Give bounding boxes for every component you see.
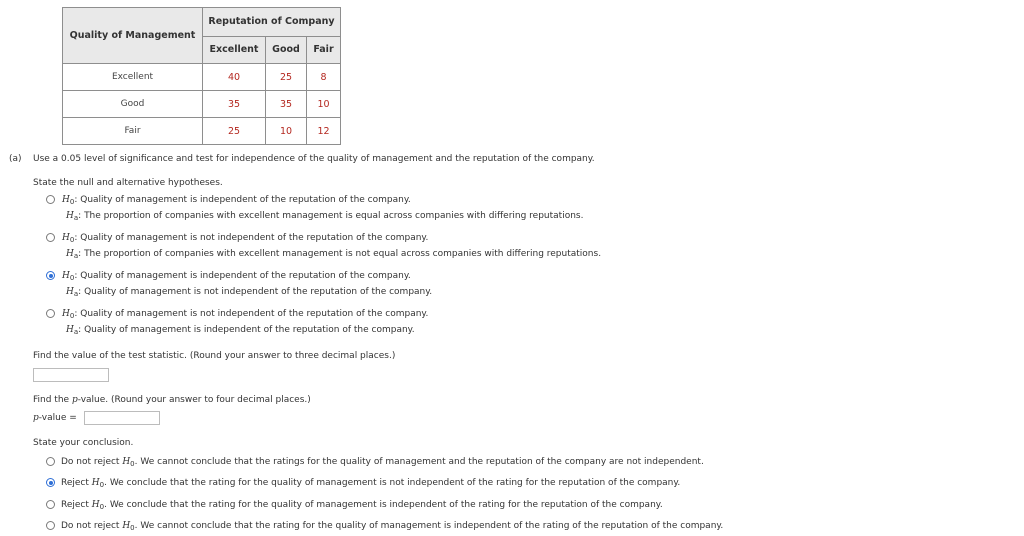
conclusion-radio-4[interactable] (46, 521, 55, 530)
row-label: Good (63, 91, 203, 118)
test-statistic-input[interactable] (33, 368, 109, 382)
table-row (63, 118, 341, 145)
row-label: Fair (63, 118, 203, 145)
conclusion-text-4: Do not reject $H_0$. We cannot conclude that the rating for the quality of management is independent of the rating of the reputation of the company. (61, 521, 724, 532)
conclusion-text-1: Do not reject $H_0$. We cannot conclude that the ratings for the quality of management and the reputation of the company are not independent. (61, 457, 704, 468)
hypothesis-radio-3[interactable] (46, 271, 55, 280)
conclusion-radio-2[interactable] (46, 478, 55, 487)
p-value-label: p-value = (33, 413, 77, 423)
cell: 12 (307, 118, 341, 145)
hypothesis-alt-4: $H_a$: Quality of management is independent of the reputation of the company. (66, 325, 415, 336)
col-header-excellent: Excellent (203, 36, 266, 64)
hypothesis-null-1: $H_0$: Quality of management is independent of the reputation of the company. (62, 195, 411, 206)
cell: 10 (266, 118, 307, 145)
cell: 35 (266, 91, 307, 118)
hypotheses-prompt: State the null and alternative hypotheses. (33, 178, 223, 188)
conclusion-prompt: State your conclusion. (33, 438, 134, 448)
hypothesis-radio-4[interactable] (46, 309, 55, 318)
p-value-input[interactable] (84, 411, 160, 425)
cell: 10 (307, 91, 341, 118)
contingency-table (62, 7, 341, 145)
hypothesis-alt-3: $H_a$: Quality of management is not independent of the reputation of the company. (66, 287, 433, 298)
row-label: Excellent (63, 64, 203, 91)
question-text: Use a 0.05 level of significance and test for independence of the quality of management and the reputation of the company. (33, 154, 595, 164)
cell: 25 (203, 118, 266, 145)
cell: 40 (203, 64, 266, 91)
hypothesis-alt-1: $H_a$: The proportion of companies with excellent management is equal across companies with differing reputations. (66, 211, 584, 222)
p-value-prompt: Find the p-value. (Round your answer to four decimal places.) (33, 395, 311, 405)
col-group-header: Reputation of Company (203, 8, 341, 37)
hypothesis-null-4: $H_0$: Quality of management is not independent of the reputation of the company. (62, 309, 429, 320)
cell: 8 (307, 64, 341, 91)
row-header: Quality of Management (63, 8, 203, 64)
table-row (63, 64, 341, 91)
hypothesis-alt-2: $H_a$: The proportion of companies with excellent management is not equal across companies with differing reputations. (66, 249, 602, 260)
conclusion-text-3: Reject $H_0$. We conclude that the rating for the quality of management is independent of the rating for the reputation of the company. (61, 500, 663, 511)
table-row (63, 91, 341, 118)
test-statistic-prompt: Find the value of the test statistic. (Round your answer to three decimal places.) (33, 351, 396, 361)
cell: 35 (203, 91, 266, 118)
conclusion-radio-1[interactable] (46, 457, 55, 466)
hypothesis-radio-2[interactable] (46, 233, 55, 242)
conclusion-radio-3[interactable] (46, 500, 55, 509)
hypothesis-null-2: $H_0$: Quality of management is not independent of the reputation of the company. (62, 233, 429, 244)
part-label: (a) (9, 154, 22, 164)
col-header-good: Good (266, 36, 307, 64)
cell: 25 (266, 64, 307, 91)
col-header-fair: Fair (307, 36, 341, 64)
conclusion-text-2: Reject $H_0$. We conclude that the rating for the quality of management is not independent of the rating for the reputation of the company. (61, 478, 681, 489)
hypothesis-radio-1[interactable] (46, 195, 55, 204)
hypothesis-null-3: $H_0$: Quality of management is independent of the reputation of the company. (62, 271, 411, 282)
